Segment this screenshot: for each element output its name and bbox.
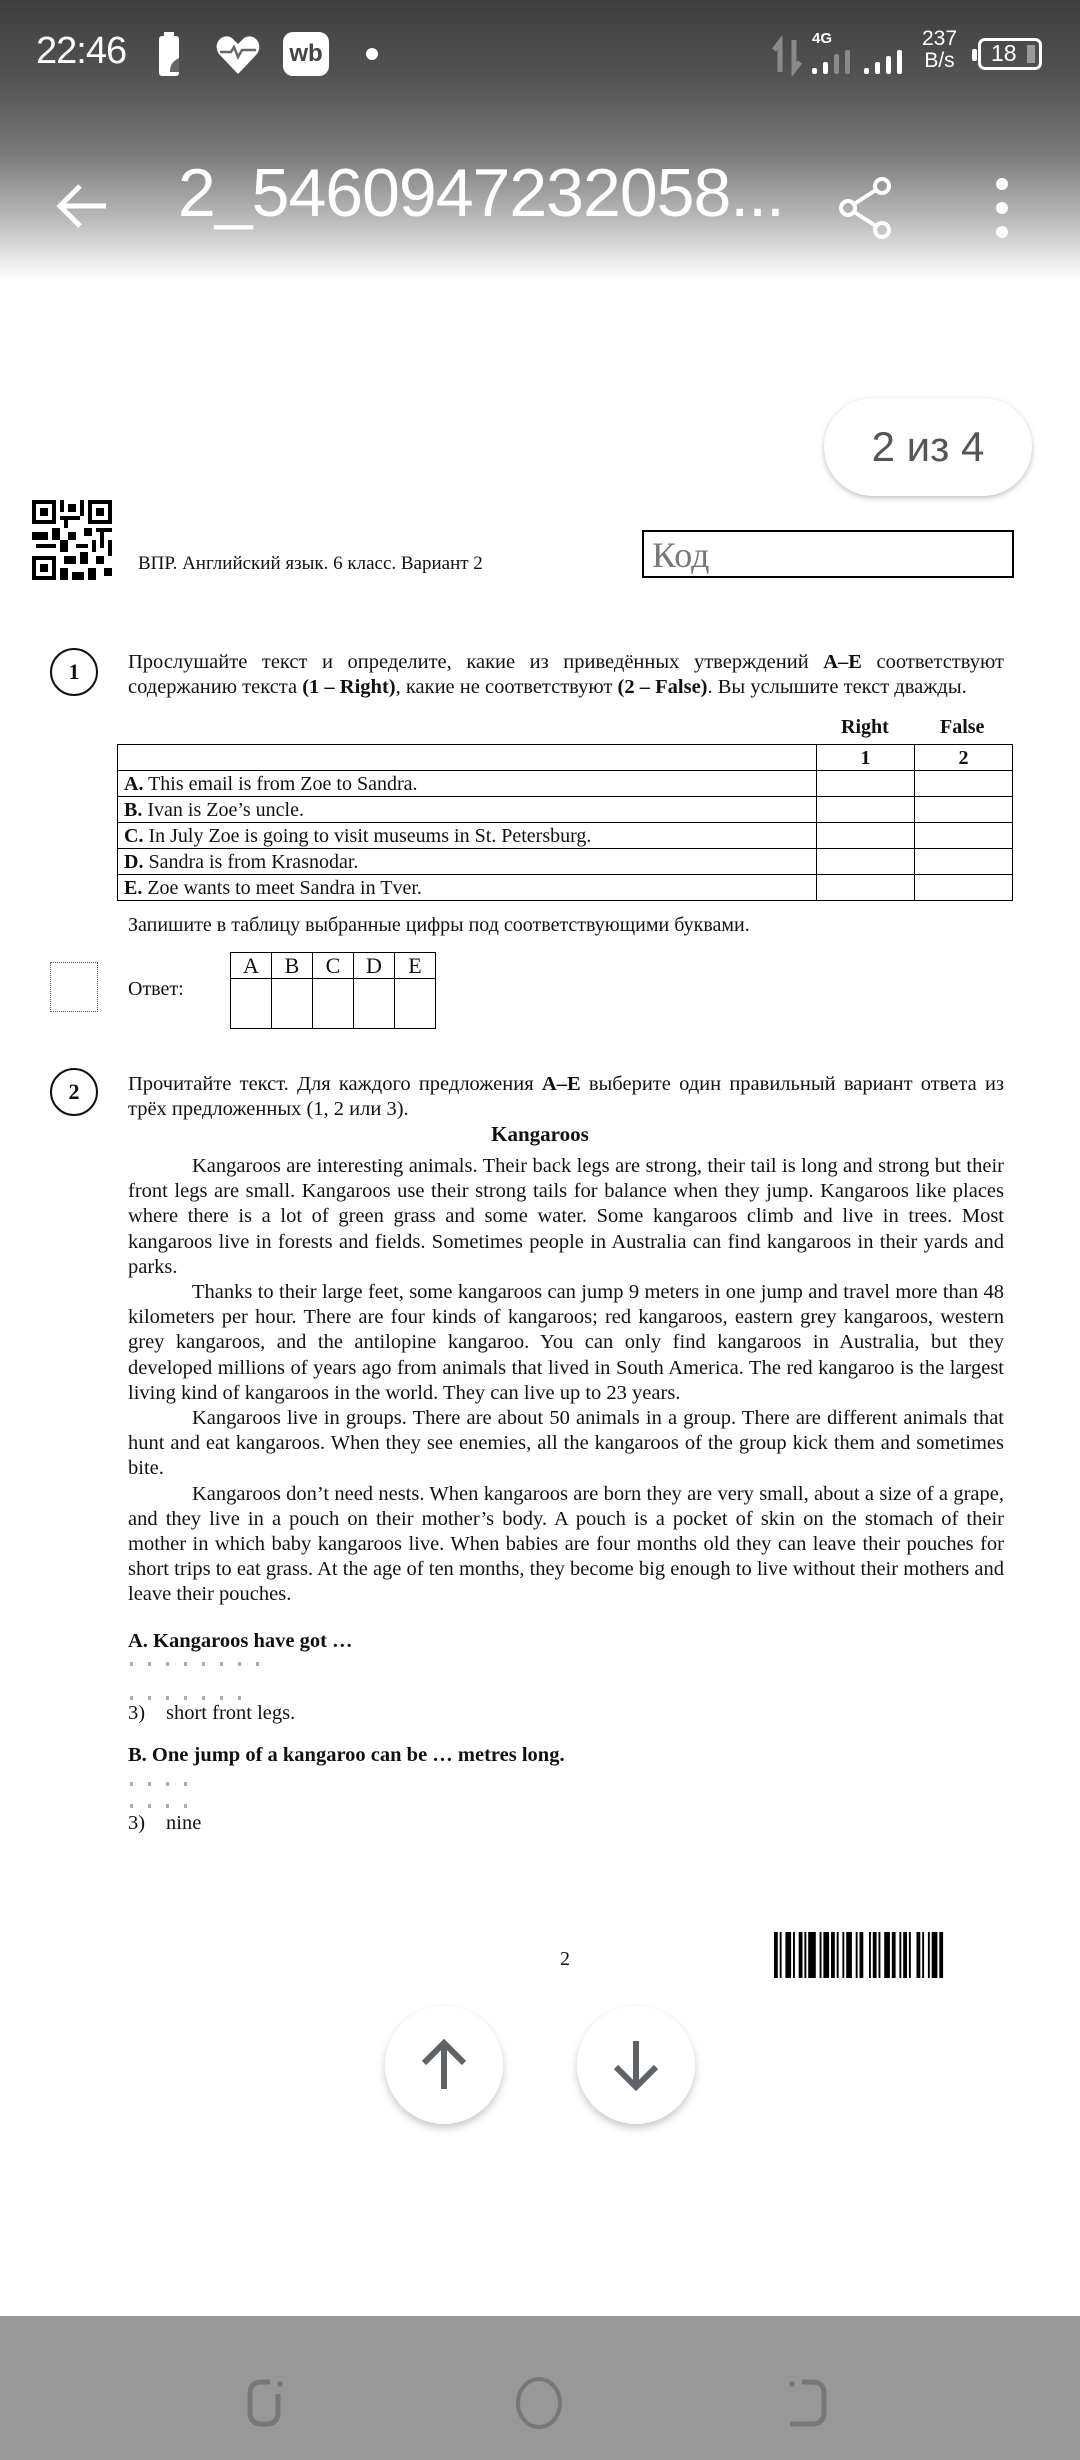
document-page: [0, 490, 1080, 2010]
task2-instruction: [128, 1072, 1004, 1122]
paragraph: Kangaroos don’t need nests. When kangaroos are born they are very small, about a size of a grape, and they live in a pouch on their mother’s body. A pouch is a pocket of skin on the stomach of their mother in which baby kangaroos live. When babies are four months old they can leave their pouches for short trips to eat grass. At the age of ten months, they become big enough to live without their mothers and leave their pouches.: [128, 1482, 1004, 1606]
dot-icon: [366, 48, 378, 60]
barcode-bar: [884, 1932, 890, 1978]
answer-label: Ответ:: [128, 978, 184, 1000]
barcode-bar: [932, 1932, 938, 1978]
table-header-row: [118, 745, 1013, 771]
answer-letter: E: [395, 953, 436, 979]
answer-letter: D: [354, 953, 395, 979]
question-prompt: B. One jump of a kangaroo can be … metres long.: [128, 1744, 565, 1766]
instruction-bold: A–E: [823, 651, 862, 673]
column-number: 2: [915, 745, 1013, 771]
barcode-bar: [873, 1932, 877, 1978]
document-header: ВПР. Английский язык. 6 класс. Вариант 2: [138, 553, 483, 574]
barcode-bar: [837, 1932, 839, 1978]
task1-instruction: [128, 650, 1004, 700]
arrow-down-icon: [606, 2035, 666, 2095]
option-text: short front legs.: [166, 1702, 296, 1724]
answer-letter: C: [313, 953, 354, 979]
share-icon[interactable]: [836, 172, 896, 242]
more-vertical-icon[interactable]: [990, 176, 1014, 240]
statement-letter: B.: [124, 798, 143, 821]
illegible-option-fragment: [130, 1782, 190, 1786]
home-icon[interactable]: [514, 2376, 564, 2430]
app-bar: [0, 140, 1080, 260]
task-number: 1: [50, 648, 98, 696]
answer-cell: [395, 979, 436, 1029]
recents-icon[interactable]: [244, 2376, 294, 2430]
story-title: Kangaroos: [491, 1122, 589, 1146]
statement-letter: E.: [124, 876, 143, 899]
paragraph: Kangaroos are interesting animals. Their back legs are strong, their tail is long and strong but their front legs are small. Kangaroos use their strong tails for balance when they jump. Kangaroos like places where there is a lot of green grass and some water. Some kangaroos climb and live in trees. Most kangaroos live in forests and fields. Sometimes people in Australia can find kangaroos in their yards and parks.: [128, 1155, 1004, 1278]
statement: [118, 849, 817, 875]
instruction-text: выберите один правильный вариант ответа из трёх предложенных (1, 2 или 3).: [128, 1073, 1005, 1120]
barcode-bar: [917, 1932, 921, 1978]
barcode-bar: [842, 1932, 844, 1978]
battery-fill: [1027, 45, 1035, 63]
statement-text: Ivan is Zoe’s uncle.: [147, 798, 304, 821]
scroll-down-button[interactable]: [577, 2006, 695, 2124]
barcode-bar: [823, 1932, 829, 1978]
barcode-bar: [793, 1932, 795, 1978]
task-number: 2: [50, 1068, 98, 1116]
false-cell: [915, 875, 1013, 901]
false-cell: [915, 797, 1013, 823]
status-bar: [0, 0, 1080, 110]
instruction-bold: A–E: [541, 1073, 581, 1095]
table-row: [118, 823, 1013, 849]
question-option: [128, 1812, 201, 1835]
illegible-option-fragment: [130, 1696, 250, 1700]
answer-cell: [272, 979, 313, 1029]
answer-table: [230, 952, 436, 1029]
right-cell: [817, 771, 915, 797]
right-false-table: [117, 744, 1013, 901]
statement-text: Sandra is from Krasnodar.: [148, 850, 359, 873]
scroll-up-button[interactable]: [385, 2006, 503, 2124]
table-row: [118, 771, 1013, 797]
code-label: Код: [652, 535, 710, 575]
instruction-text: соответствуют содержанию текста: [128, 651, 1004, 698]
barcode-bar: [879, 1932, 881, 1978]
statement-text: This email is from Zoe to Sandra.: [148, 772, 418, 795]
barcode-bar: [808, 1932, 816, 1978]
statement: [118, 797, 817, 823]
score-box: [50, 962, 98, 1012]
signal-icon: [812, 50, 912, 74]
right-cell: [817, 849, 915, 875]
statement-text: In July Zoe is going to visit museums in St. Petersburg.: [148, 824, 592, 847]
barcode-bar: [922, 1932, 924, 1978]
column-number: 1: [817, 745, 915, 771]
instruction-text: Прослушайте текст и определите, какие из приведённых утверждений: [128, 651, 824, 673]
answer-note: Запишите в таблицу выбранные цифры под соответствующими буквами.: [128, 914, 750, 936]
battery-saver-leaf-icon: [158, 32, 180, 76]
instruction-bold: (1 – Right): [302, 676, 396, 698]
barcode-bar: [799, 1932, 803, 1978]
option-text: nine: [166, 1812, 202, 1834]
data-transfer-icon: [772, 36, 802, 76]
column-header-false: False: [940, 716, 985, 738]
story-text: [128, 1154, 1004, 1608]
table-row: [118, 797, 1013, 823]
back-icon[interactable]: [784, 2376, 834, 2430]
network-speed: [922, 28, 957, 72]
wb-app-icon: wb: [283, 32, 329, 76]
answer-cells-row: [231, 979, 436, 1029]
barcode: [774, 1932, 1014, 1978]
barcode-bar: [928, 1932, 930, 1978]
page-number: 2: [560, 1948, 570, 1970]
instruction-text: , какие не соответствуют: [395, 676, 618, 698]
illegible-option-fragment: [130, 1804, 200, 1808]
code-field: [642, 530, 1014, 578]
illegible-option-fragment: [130, 1662, 270, 1666]
barcode-bar: [869, 1932, 871, 1978]
answer-letter: A: [231, 953, 272, 979]
false-cell: [915, 823, 1013, 849]
qr-code: [32, 500, 112, 580]
table-cell: [118, 745, 817, 771]
barcode-bar: [804, 1932, 806, 1978]
battery-level: 18: [991, 40, 1017, 66]
arrow-up-icon: [414, 2035, 474, 2095]
paragraph: Kangaroos live in groups. There are about 50 animals in a group. There are different animals that hunt and eat kangaroos. When they see enemies, all the kangaroos of the group kick them and sometimes bite.: [128, 1407, 1004, 1480]
right-cell: [817, 797, 915, 823]
false-cell: [915, 771, 1013, 797]
statement-text: Zoe wants to meet Sandra in Tver.: [147, 876, 422, 899]
barcode-bar: [846, 1932, 852, 1978]
barcode-bar: [785, 1932, 791, 1978]
answer-letters-row: [231, 953, 436, 979]
answer-cell: [354, 979, 395, 1029]
instruction-bold: (2 – False): [617, 676, 708, 698]
answer-cell: [313, 979, 354, 1029]
question-prompt: A. Kangaroos have got …: [128, 1630, 353, 1652]
instruction-text: Прочитайте текст. Для каждого предложения: [128, 1073, 542, 1095]
barcode-bar: [780, 1932, 782, 1978]
barcode-bar: [892, 1932, 896, 1978]
statement: [118, 875, 817, 901]
option-number: 3): [128, 1812, 146, 1834]
system-navigation-bar: [0, 2316, 1080, 2460]
column-header-right: Right: [841, 716, 889, 738]
question-option: [128, 1702, 295, 1725]
statement-letter: A.: [124, 772, 144, 795]
paragraph: Thanks to their large feet, some kangaroos can jump 9 meters in one jump and travel more than 48 kilometers per hour. There are four kinds of kangaroos; red kangaroos, eastern grey kangaroos, western grey kangaroos, and the antilopine kangaroo. You can only find kangaroos in Australia, but they developed millions of years ago from animals that lived in South America. The red kangaroo is the largest living kind of kangaroos in the world. They can live up to 23 years.: [128, 1281, 1004, 1404]
arrow-left-icon[interactable]: [52, 176, 112, 236]
table-row: [118, 875, 1013, 901]
answer-letter: B: [272, 953, 313, 979]
option-number: 3): [128, 1702, 146, 1724]
battery-icon: [978, 38, 1042, 70]
right-cell: [817, 875, 915, 901]
speed-unit: B/s: [924, 49, 955, 72]
barcode-bar: [939, 1932, 943, 1978]
barcode-bar: [909, 1932, 911, 1978]
barcode-bar: [903, 1932, 907, 1978]
document-title: 2_5460947232058...: [178, 155, 784, 231]
status-time: 22:46: [36, 30, 127, 72]
table-row: [118, 849, 1013, 875]
network-type: 4G: [812, 30, 833, 47]
statement-letter: D.: [124, 850, 144, 873]
barcode-bar: [899, 1932, 901, 1978]
barcode-bar: [820, 1932, 822, 1978]
answer-cell: [231, 979, 272, 1029]
barcode-bar: [860, 1932, 864, 1978]
page-indicator: 2 из 4: [824, 398, 1032, 496]
barcode-bar: [856, 1932, 858, 1978]
statement: [118, 823, 817, 849]
statement: [118, 771, 817, 797]
statement-letter: C.: [124, 824, 144, 847]
instruction-text: . Вы услышите текст дважды.: [707, 676, 967, 698]
barcode-bar: [774, 1932, 778, 1978]
speed-value: 237: [922, 27, 958, 50]
barcode-bar: [831, 1932, 835, 1978]
health-heart-icon: [216, 34, 260, 74]
false-cell: [915, 849, 1013, 875]
right-cell: [817, 823, 915, 849]
